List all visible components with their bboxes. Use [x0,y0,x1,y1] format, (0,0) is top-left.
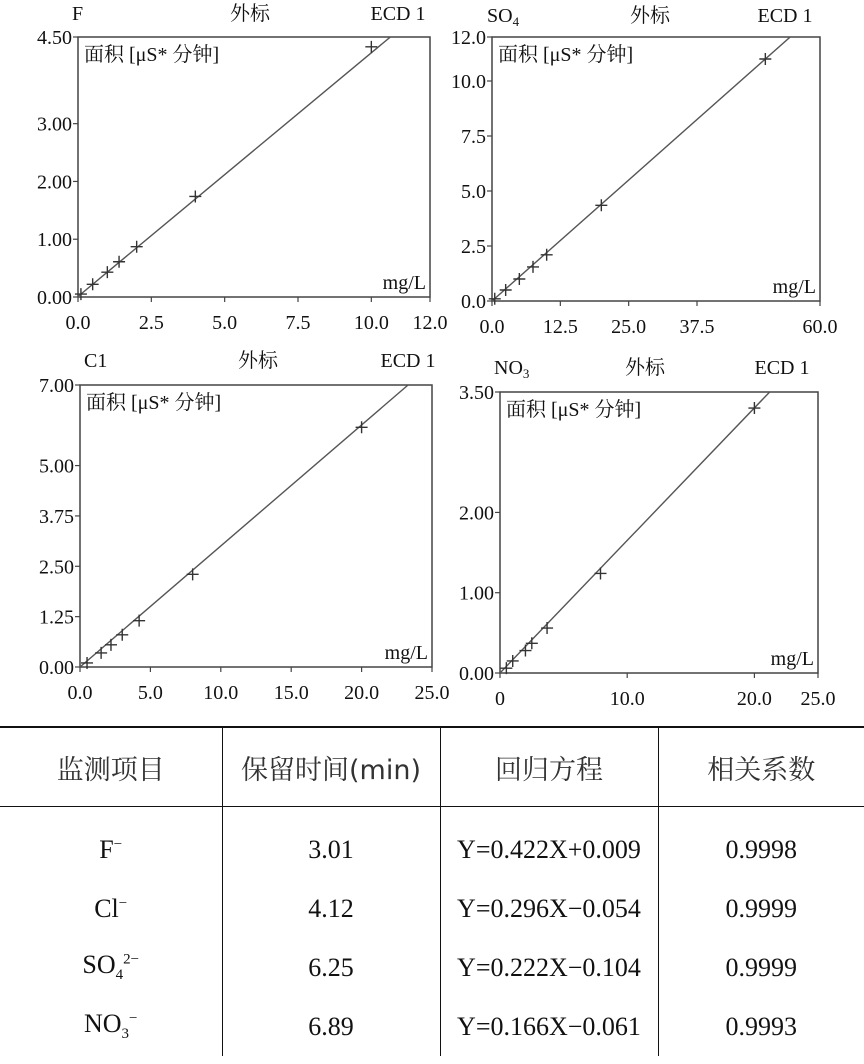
chart-title: F [72,3,84,25]
method-label: 外标 [238,350,278,372]
x-axis-label: mg/L [772,276,816,298]
time-cell: 6.89 [222,997,440,1056]
ion-cell: $SO_4^{2-}$ [82,950,140,984]
x-tick-label: 10.0 [609,688,645,710]
table-header-row [0,727,864,807]
data-point [541,622,553,634]
y-tick-label: 3.75 [39,505,74,528]
x-tick-label: 20.0 [344,682,380,704]
x-tick-label: 0 [495,688,505,710]
y-tick-label: 7.00 [39,375,74,397]
y-axis-label: 面积 [μS* 分钟] [506,399,642,421]
table-row [0,938,864,997]
data-point [105,639,117,651]
y-tick-label: 0.00 [459,663,494,685]
chart-chloride [39,349,450,704]
x-tick-label: 25.0 [800,688,836,710]
results-table [0,726,864,1056]
y-tick-label: 4.50 [37,27,72,49]
data-point [189,190,201,202]
table-row [0,807,864,880]
equation-cell: Y=0.422X+0.009 [440,807,658,880]
y-tick-label: 0.00 [37,287,72,309]
detector-label: ECD 1 [380,350,436,372]
x-tick-label: 25.0 [414,682,450,704]
y-tick-label: 10.0 [451,71,486,93]
x-tick-label: 12.0 [412,312,448,334]
detector-label: ECD 1 [754,357,810,379]
plot-frame [492,37,820,301]
x-tick-label: 2.5 [138,312,164,334]
chart-sulfate [451,4,838,338]
y-tick-label: 2.00 [459,502,494,525]
x-tick-label: 5.0 [212,312,238,334]
y-tick-label: 2.00 [37,171,72,194]
data-point [541,249,553,261]
y-tick-label: 0.0 [461,291,486,313]
data-point [133,615,145,627]
method-label: 外标 [625,357,665,379]
correlation-cell: 0.9999 [658,879,864,938]
chart-title: $NO_3$ [494,357,530,381]
y-tick-label: 2.5 [461,236,486,258]
method-label: 外标 [230,3,270,25]
plot-frame [80,385,432,667]
data-point [356,421,368,433]
x-tick-label: 10.0 [353,312,389,334]
x-tick-label: 25.0 [611,316,647,338]
x-axis-label: mg/L [382,272,426,294]
data-point [513,273,525,285]
y-axis-label: 面积 [μS* 分钟] [86,392,222,414]
data-point [526,637,538,649]
y-axis-label: 面积 [μS* 分钟] [84,44,220,66]
table-row [0,879,864,938]
header-retention-time: 保留时间(min) [222,727,440,807]
regression-line [500,392,770,673]
x-tick-label: 0.0 [67,682,93,704]
x-tick-label: 15.0 [273,682,309,704]
x-tick-label: 0.0 [479,316,505,338]
data-point [594,567,606,579]
y-tick-label: 3.00 [37,113,72,136]
y-tick-label: 1.00 [37,229,72,252]
method-label: 外标 [630,5,670,27]
y-tick-label: 2.50 [39,556,74,579]
x-tick-label: 60.0 [802,316,838,338]
y-tick-label: 5.00 [39,455,74,478]
x-axis-label: mg/L [770,648,814,670]
equation-cell: Y=0.296X−0.054 [440,879,658,938]
detector-label: ECD 1 [757,5,813,27]
header-correlation: 相关系数 [658,727,864,807]
plot-frame [78,37,430,297]
x-tick-label: 37.5 [679,316,715,338]
y-tick-label: 0.00 [39,657,74,679]
detector-label: ECD 1 [370,3,426,25]
table-row [0,997,864,1056]
equation-cell: Y=0.222X−0.104 [440,938,658,997]
data-point [519,645,531,657]
data-point [365,41,377,53]
chart-nitrate [459,356,836,710]
correlation-cell: 0.9999 [658,938,864,997]
equation-cell: Y=0.166X−0.061 [440,997,658,1056]
data-point [527,261,539,273]
chart-title: C1 [84,350,108,372]
data-point [116,629,128,641]
y-tick-label: 1.00 [459,582,494,605]
y-tick-label: 3.50 [459,382,494,404]
x-tick-label: 20.0 [736,688,772,710]
correlation-cell: 0.9998 [658,807,864,880]
chart-fluoride [37,2,448,334]
ion-cell: $NO_3^-$ [83,1009,138,1043]
x-tick-label: 0.0 [65,312,91,334]
y-tick-label: 5.0 [461,181,486,203]
ion-cell: F− [99,834,123,864]
time-cell: 3.01 [222,807,440,880]
y-tick-label: 1.25 [39,606,74,629]
y-tick-label: 7.5 [461,126,486,148]
y-axis-label: 面积 [μS* 分钟] [498,44,634,66]
y-tick-label: 12.0 [451,27,486,49]
ion-cell: Cl− [94,893,128,923]
data-point [187,568,199,580]
time-cell: 4.12 [222,879,440,938]
x-axis-label: mg/L [384,642,428,664]
time-cell: 6.25 [222,938,440,997]
data-point [507,655,519,667]
results-table-wrap [0,726,864,1056]
correlation-cell: 0.9993 [658,997,864,1056]
x-tick-label: 5.0 [137,682,163,704]
header-item: 监测项目 [0,727,222,807]
data-point [95,647,107,659]
x-tick-label: 12.5 [542,316,578,338]
x-tick-label: 7.5 [285,312,311,334]
chart-title: $SO_4$ [487,5,520,29]
x-tick-label: 10.0 [203,682,239,704]
header-regression: 回归方程 [440,727,658,807]
